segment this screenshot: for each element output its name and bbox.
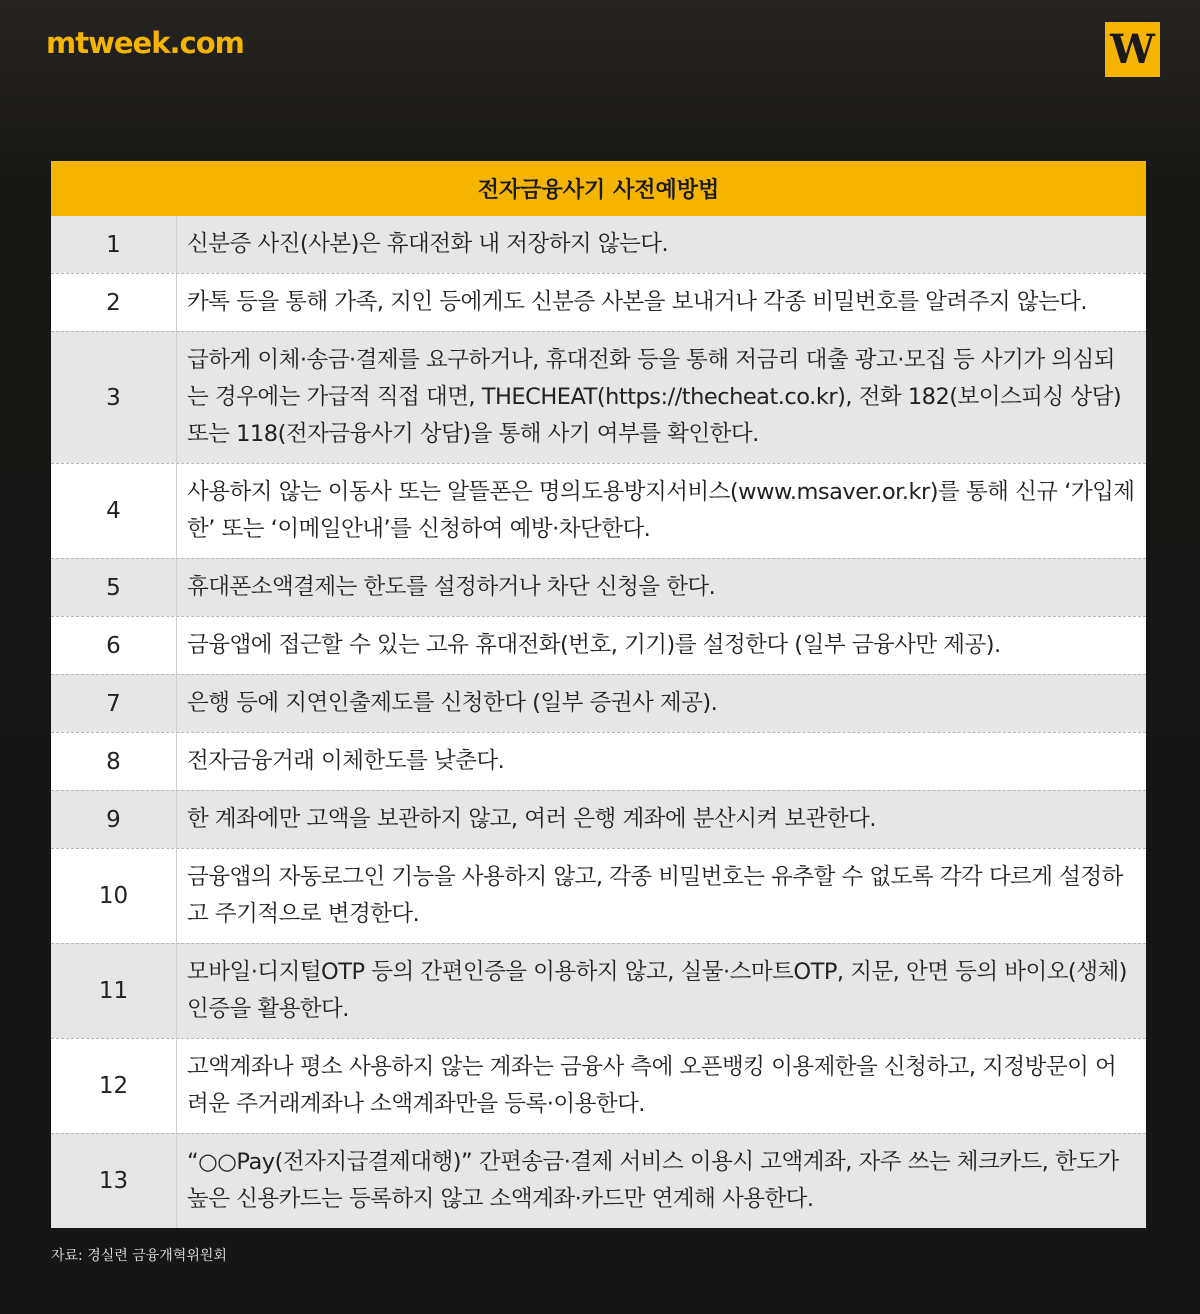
row-text: 금융앱에 접근할 수 있는 고유 휴대전화(번호, 기기)를 설정한다 (일부 금융사만 제공). [187,632,1001,658]
row-text: 금융앱의 자동로그인 기능을 사용하지 않고, 각종 비밀번호는 유추할 수 없도록 각각 다르게 설정하고 주기적으로 변경한다. [187,864,1123,927]
table-row [51,943,1146,1038]
table-row [51,463,1146,558]
row-number: 12 [51,1039,177,1133]
table-row [51,790,1146,848]
row-text: 급하게 이체·송금·결제를 요구하거나, 휴대전화 등을 통해 저금리 대출 광고·모집 등 사기가 의심되는 경우에는 가급적 직접 대면, THECHEAT(https://thecheat.co.kr), 전화 182(보이스피싱 상담) 또는 118(전자금융사기 상담)을 통해 사기 여부를 확인한다. [187,347,1122,447]
brand-logo-icon[interactable]: W [1105,22,1160,77]
row-text: 모바일·디지털OTP 등의 간편인증을 이용하지 않고, 실물·스마트OTP, 지문, 안면 등의 바이오(생체)인증을 활용한다. [187,959,1127,1022]
row-number: 11 [51,944,177,1038]
table-row [51,732,1146,790]
row-number: 5 [51,559,177,616]
row-text: 고액계좌나 평소 사용하지 않는 계좌는 금융사 측에 오픈뱅킹 이용제한을 신청하고, 지정방문이 어려운 주거래계좌나 소액계좌만을 등록·이용한다. [187,1054,1117,1117]
row-number: 6 [51,617,177,674]
row-number: 10 [51,849,177,943]
source-note: 자료: 경실련 금융개혁위원회 [51,1248,227,1264]
row-text: 전자금융거래 이체한도를 낮춘다. [187,748,505,774]
table-row [51,848,1146,943]
row-number: 2 [51,274,177,331]
table-row [51,1133,1146,1228]
table-row [51,616,1146,674]
site-logo[interactable]: mtweek.com [46,26,244,60]
row-text: “○○Pay(전자지급결제대행)” 간편송금·결제 서비스 이용시 고액계좌, 자주 쓰는 체크카드, 한도가 높은 신용카드는 등록하지 않고 소액계좌·카드만 연계해 사용한다. [187,1149,1119,1212]
row-number: 7 [51,675,177,732]
prevention-table [51,161,1146,1228]
row-number: 13 [51,1134,177,1228]
table-body [51,216,1146,1228]
row-text: 휴대폰소액결제는 한도를 설정하거나 차단 신청을 한다. [187,574,716,600]
row-number: 4 [51,464,177,558]
row-number: 3 [51,332,177,463]
table-row [51,674,1146,732]
table-row [51,1038,1146,1133]
table-row [51,273,1146,331]
table-row [51,331,1146,463]
row-text: 은행 등에 지연인출제도를 신청한다 (일부 증권사 제공). [187,690,718,716]
row-text: 카톡 등을 통해 가족, 지인 등에게도 신분증 사본을 보내거나 각종 비밀번호를 알려주지 않는다. [187,289,1088,315]
row-number: 1 [51,216,177,273]
table-row [51,558,1146,616]
row-number: 8 [51,733,177,790]
table-row [51,216,1146,273]
row-number: 9 [51,791,177,848]
row-text: 한 계좌에만 고액을 보관하지 않고, 여러 은행 계좌에 분산시켜 보관한다. [187,806,876,832]
row-text: 사용하지 않는 이동사 또는 알뜰폰은 명의도용방지서비스(www.msaver.or.kr)를 통해 신규 ‘가입제한’ 또는 ‘이메일안내’를 신청하여 예방·차단한다. [187,479,1135,542]
row-text: 신분증 사진(사본)은 휴대전화 내 저장하지 않는다. [187,231,669,257]
table-title: 전자금융사기 사전예방법 [51,161,1146,216]
